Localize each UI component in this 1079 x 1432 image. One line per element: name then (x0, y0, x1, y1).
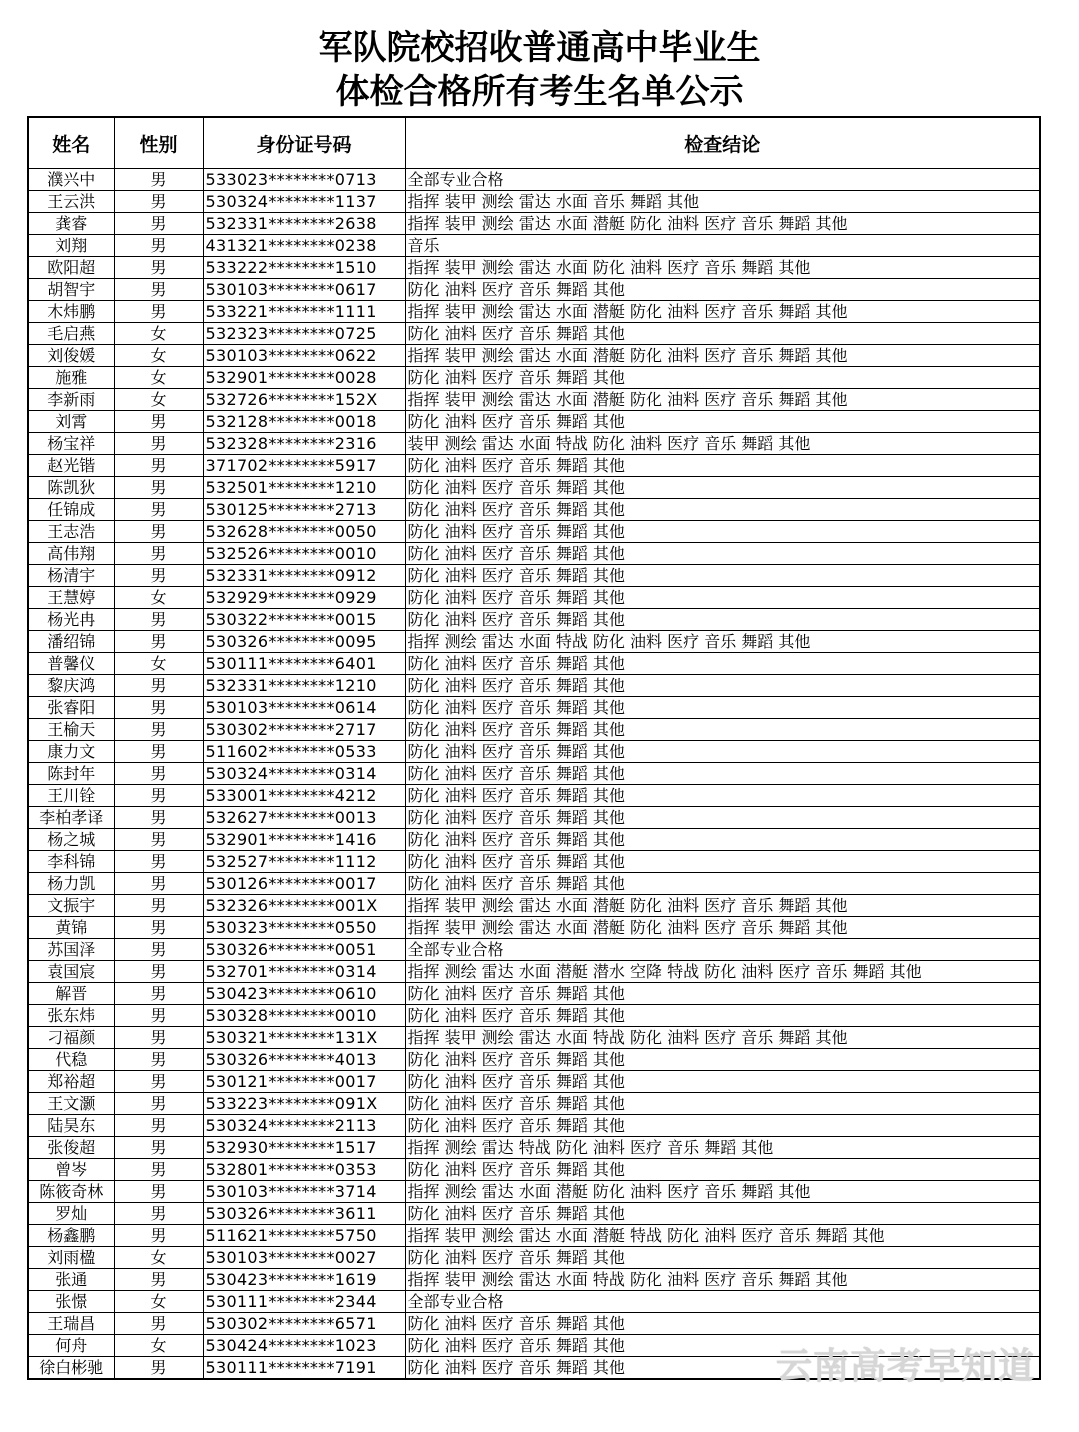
cell-name: 张憬 (28, 1291, 114, 1313)
cell-gender: 女 (114, 1291, 203, 1313)
cell-id: 533221********1111 (203, 301, 405, 323)
cell-id: 532628********0050 (203, 521, 405, 543)
cell-name: 胡智宇 (28, 279, 114, 301)
cell-id: 532331********1210 (203, 675, 405, 697)
cell-name: 张通 (28, 1269, 114, 1291)
table-row (28, 1203, 1040, 1225)
cell-id: 532501********1210 (203, 477, 405, 499)
cell-name: 文振宇 (28, 895, 114, 917)
table-row (28, 807, 1040, 829)
cell-result: 防化 油料 医疗 音乐 舞蹈 其他 (405, 697, 1040, 719)
cell-name: 张东炜 (28, 1005, 114, 1027)
cell-result: 防化 油料 医疗 音乐 舞蹈 其他 (405, 851, 1040, 873)
cell-name: 施雅 (28, 367, 114, 389)
cell-result: 指挥 装甲 测绘 雷达 水面 潜艇 防化 油料 医疗 音乐 舞蹈 其他 (405, 345, 1040, 367)
cell-id: 532526********0010 (203, 543, 405, 565)
cell-id: 530103********0027 (203, 1247, 405, 1269)
cell-name: 杨之城 (28, 829, 114, 851)
cell-gender: 男 (114, 1357, 203, 1380)
page-title-line-1: 军队院校招收普通高中毕业生 (318, 28, 761, 68)
cell-gender: 男 (114, 565, 203, 587)
cell-name: 刘俊媛 (28, 345, 114, 367)
cell-id: 532331********2638 (203, 213, 405, 235)
header-name: 姓名 (28, 117, 114, 169)
cell-gender: 男 (114, 1203, 203, 1225)
cell-id: 530322********0015 (203, 609, 405, 631)
cell-result: 全部专业合格 (405, 169, 1040, 191)
cell-name: 杨光冉 (28, 609, 114, 631)
cell-name: 欧阳超 (28, 257, 114, 279)
cell-result: 指挥 装甲 测绘 雷达 水面 潜艇 防化 油料 医疗 音乐 舞蹈 其他 (405, 895, 1040, 917)
cell-id: 530302********6571 (203, 1313, 405, 1335)
cell-name: 陈筱奇林 (28, 1181, 114, 1203)
cell-result: 音乐 (405, 235, 1040, 257)
cell-result: 防化 油料 医疗 音乐 舞蹈 其他 (405, 543, 1040, 565)
cell-gender: 男 (114, 1269, 203, 1291)
cell-result: 指挥 测绘 雷达 水面 潜艇 潜水 空降 特战 防化 油料 医疗 音乐 舞蹈 其他 (405, 961, 1040, 983)
cell-gender: 男 (114, 807, 203, 829)
cell-result: 指挥 装甲 测绘 雷达 水面 特战 防化 油料 医疗 音乐 舞蹈 其他 (405, 1269, 1040, 1291)
cell-id: 371702********5917 (203, 455, 405, 477)
cell-gender: 男 (114, 455, 203, 477)
cell-gender: 男 (114, 433, 203, 455)
cell-name: 王云洪 (28, 191, 114, 213)
table-row (28, 279, 1040, 301)
cell-id: 530326********0095 (203, 631, 405, 653)
cell-id: 530326********0051 (203, 939, 405, 961)
cell-gender: 男 (114, 1115, 203, 1137)
cell-name: 陆昊东 (28, 1115, 114, 1137)
cell-id: 530424********1023 (203, 1335, 405, 1357)
table-row (28, 345, 1040, 367)
cell-result: 防化 油料 医疗 音乐 舞蹈 其他 (405, 829, 1040, 851)
cell-id: 532128********0018 (203, 411, 405, 433)
cell-name: 王慧婷 (28, 587, 114, 609)
table-row (28, 1291, 1040, 1313)
cell-id: 511602********0533 (203, 741, 405, 763)
cell-gender: 男 (114, 851, 203, 873)
table-row (28, 367, 1040, 389)
cell-result: 防化 油料 医疗 音乐 舞蹈 其他 (405, 1049, 1040, 1071)
table-row (28, 961, 1040, 983)
table-row (28, 1005, 1040, 1027)
cell-result: 防化 油料 医疗 音乐 舞蹈 其他 (405, 499, 1040, 521)
cell-result: 防化 油料 医疗 音乐 舞蹈 其他 (405, 1335, 1040, 1357)
candidate-table (27, 116, 1041, 1380)
table-row (28, 675, 1040, 697)
cell-gender: 男 (114, 235, 203, 257)
cell-id: 530103********0622 (203, 345, 405, 367)
cell-id: 533001********4212 (203, 785, 405, 807)
cell-name: 代稳 (28, 1049, 114, 1071)
cell-id: 530103********0617 (203, 279, 405, 301)
cell-gender: 男 (114, 719, 203, 741)
cell-id: 431321********0238 (203, 235, 405, 257)
cell-name: 王榆天 (28, 719, 114, 741)
table-row (28, 983, 1040, 1005)
cell-result: 全部专业合格 (405, 939, 1040, 961)
cell-result: 防化 油料 医疗 音乐 舞蹈 其他 (405, 411, 1040, 433)
cell-id: 530324********0314 (203, 763, 405, 785)
cell-result: 全部专业合格 (405, 1291, 1040, 1313)
cell-id: 532929********0929 (203, 587, 405, 609)
table-row (28, 301, 1040, 323)
cell-id: 530323********0550 (203, 917, 405, 939)
cell-name: 王志浩 (28, 521, 114, 543)
cell-gender: 男 (114, 873, 203, 895)
cell-name: 王文灏 (28, 1093, 114, 1115)
cell-id: 530125********2713 (203, 499, 405, 521)
cell-result: 防化 油料 医疗 音乐 舞蹈 其他 (405, 1159, 1040, 1181)
cell-id: 532328********2316 (203, 433, 405, 455)
cell-result: 指挥 测绘 雷达 水面 潜艇 防化 油料 医疗 音乐 舞蹈 其他 (405, 1181, 1040, 1203)
cell-id: 532930********1517 (203, 1137, 405, 1159)
cell-id: 530111********2344 (203, 1291, 405, 1313)
table-row (28, 785, 1040, 807)
cell-result: 防化 油料 医疗 音乐 舞蹈 其他 (405, 983, 1040, 1005)
cell-id: 532901********0028 (203, 367, 405, 389)
cell-name: 刘翔 (28, 235, 114, 257)
cell-gender: 男 (114, 1093, 203, 1115)
cell-gender: 男 (114, 499, 203, 521)
cell-name: 黄锦 (28, 917, 114, 939)
cell-gender: 男 (114, 1071, 203, 1093)
cell-result: 装甲 测绘 雷达 水面 特战 防化 油料 医疗 音乐 舞蹈 其他 (405, 433, 1040, 455)
cell-name: 杨力凯 (28, 873, 114, 895)
cell-result: 防化 油料 医疗 音乐 舞蹈 其他 (405, 1115, 1040, 1137)
cell-result: 防化 油料 医疗 音乐 舞蹈 其他 (405, 279, 1040, 301)
cell-gender: 男 (114, 169, 203, 191)
cell-name: 郑裕超 (28, 1071, 114, 1093)
cell-id: 530126********0017 (203, 873, 405, 895)
table-row (28, 1137, 1040, 1159)
cell-id: 530111********7191 (203, 1357, 405, 1380)
cell-id: 532331********0912 (203, 565, 405, 587)
cell-result: 防化 油料 医疗 音乐 舞蹈 其他 (405, 763, 1040, 785)
cell-id: 530328********0010 (203, 1005, 405, 1027)
cell-name: 曾岑 (28, 1159, 114, 1181)
cell-gender: 男 (114, 1137, 203, 1159)
table-row (28, 433, 1040, 455)
cell-gender: 男 (114, 411, 203, 433)
cell-result: 防化 油料 医疗 音乐 舞蹈 其他 (405, 1203, 1040, 1225)
cell-name: 陈封年 (28, 763, 114, 785)
cell-id: 532726********152X (203, 389, 405, 411)
cell-id: 532323********0725 (203, 323, 405, 345)
cell-name: 王瑞昌 (28, 1313, 114, 1335)
table-row (28, 455, 1040, 477)
cell-id: 530111********6401 (203, 653, 405, 675)
cell-result: 防化 油料 医疗 音乐 舞蹈 其他 (405, 477, 1040, 499)
table-row (28, 1247, 1040, 1269)
cell-name: 赵光锴 (28, 455, 114, 477)
cell-gender: 男 (114, 213, 203, 235)
table-row (28, 169, 1040, 191)
cell-gender: 男 (114, 1225, 203, 1247)
cell-result: 防化 油料 医疗 音乐 舞蹈 其他 (405, 873, 1040, 895)
table-row (28, 389, 1040, 411)
cell-id: 530121********0017 (203, 1071, 405, 1093)
table-row (28, 1115, 1040, 1137)
cell-gender: 男 (114, 763, 203, 785)
cell-result: 指挥 装甲 测绘 雷达 水面 防化 油料 医疗 音乐 舞蹈 其他 (405, 257, 1040, 279)
table-row (28, 587, 1040, 609)
cell-id: 533222********1510 (203, 257, 405, 279)
cell-id: 532627********0013 (203, 807, 405, 829)
cell-gender: 男 (114, 939, 203, 961)
cell-name: 刘霄 (28, 411, 114, 433)
table-row (28, 543, 1040, 565)
cell-gender: 男 (114, 961, 203, 983)
cell-name: 李柏孝译 (28, 807, 114, 829)
cell-gender: 男 (114, 1005, 203, 1027)
header-id: 身份证号码 (203, 117, 405, 169)
cell-id: 533223********091X (203, 1093, 405, 1115)
cell-id: 530423********1619 (203, 1269, 405, 1291)
cell-name: 杨清宇 (28, 565, 114, 587)
cell-name: 刘雨楹 (28, 1247, 114, 1269)
table-row (28, 1225, 1040, 1247)
cell-name: 李新雨 (28, 389, 114, 411)
cell-name: 袁国宸 (28, 961, 114, 983)
table-row (28, 763, 1040, 785)
cell-result: 防化 油料 医疗 音乐 舞蹈 其他 (405, 807, 1040, 829)
cell-result: 防化 油料 医疗 音乐 舞蹈 其他 (405, 1093, 1040, 1115)
cell-id: 532801********0353 (203, 1159, 405, 1181)
cell-gender: 男 (114, 785, 203, 807)
cell-result: 指挥 装甲 测绘 雷达 水面 特战 防化 油料 医疗 音乐 舞蹈 其他 (405, 1027, 1040, 1049)
cell-result: 防化 油料 医疗 音乐 舞蹈 其他 (405, 1005, 1040, 1027)
cell-id: 530423********0610 (203, 983, 405, 1005)
cell-gender: 女 (114, 389, 203, 411)
table-row (28, 895, 1040, 917)
cell-gender: 女 (114, 1335, 203, 1357)
table-row (28, 191, 1040, 213)
cell-result: 防化 油料 医疗 音乐 舞蹈 其他 (405, 719, 1040, 741)
table-row (28, 873, 1040, 895)
cell-gender: 男 (114, 609, 203, 631)
cell-name: 任锦成 (28, 499, 114, 521)
table-row (28, 235, 1040, 257)
cell-name: 何舟 (28, 1335, 114, 1357)
cell-gender: 男 (114, 697, 203, 719)
cell-result: 指挥 装甲 测绘 雷达 水面 音乐 舞蹈 其他 (405, 191, 1040, 213)
table-row (28, 1049, 1040, 1071)
cell-gender: 女 (114, 653, 203, 675)
cell-gender: 男 (114, 675, 203, 697)
cell-name: 苏国泽 (28, 939, 114, 961)
cell-name: 潘绍锦 (28, 631, 114, 653)
cell-result: 防化 油料 医疗 音乐 舞蹈 其他 (405, 367, 1040, 389)
cell-name: 龚睿 (28, 213, 114, 235)
cell-result: 防化 油料 医疗 音乐 舞蹈 其他 (405, 1247, 1040, 1269)
table-row (28, 1159, 1040, 1181)
cell-id: 532326********001X (203, 895, 405, 917)
cell-name: 高伟翔 (28, 543, 114, 565)
cell-gender: 女 (114, 367, 203, 389)
cell-result: 防化 油料 医疗 音乐 舞蹈 其他 (405, 785, 1040, 807)
table-row (28, 917, 1040, 939)
table-row (28, 565, 1040, 587)
cell-result: 防化 油料 医疗 音乐 舞蹈 其他 (405, 609, 1040, 631)
table-row (28, 631, 1040, 653)
cell-gender: 男 (114, 301, 203, 323)
cell-gender: 男 (114, 1159, 203, 1181)
cell-result: 防化 油料 医疗 音乐 舞蹈 其他 (405, 587, 1040, 609)
cell-name: 王川铨 (28, 785, 114, 807)
cell-result: 防化 油料 医疗 音乐 舞蹈 其他 (405, 1357, 1040, 1380)
cell-id: 532527********1112 (203, 851, 405, 873)
table-row (28, 257, 1040, 279)
cell-result: 指挥 装甲 测绘 雷达 水面 潜艇 防化 油料 医疗 音乐 舞蹈 其他 (405, 301, 1040, 323)
table-row (28, 851, 1040, 873)
cell-gender: 男 (114, 257, 203, 279)
table-row (28, 697, 1040, 719)
table-row (28, 477, 1040, 499)
cell-name: 杨鑫鹏 (28, 1225, 114, 1247)
cell-name: 解晋 (28, 983, 114, 1005)
cell-result: 防化 油料 医疗 音乐 舞蹈 其他 (405, 323, 1040, 345)
table-row (28, 411, 1040, 433)
cell-name: 普馨仪 (28, 653, 114, 675)
cell-name: 陈凯狄 (28, 477, 114, 499)
cell-result: 指挥 装甲 测绘 雷达 水面 潜艇 防化 油料 医疗 音乐 舞蹈 其他 (405, 917, 1040, 939)
cell-id: 530326********4013 (203, 1049, 405, 1071)
cell-id: 530324********2113 (203, 1115, 405, 1137)
cell-name: 徐白彬驰 (28, 1357, 114, 1380)
cell-name: 康力文 (28, 741, 114, 763)
cell-id: 530324********1137 (203, 191, 405, 213)
header-gender: 性别 (114, 117, 203, 169)
cell-gender: 男 (114, 829, 203, 851)
cell-id: 530302********2717 (203, 719, 405, 741)
cell-id: 530103********0614 (203, 697, 405, 719)
watermark: 云南高考早知道 (775, 1346, 1035, 1387)
cell-gender: 女 (114, 345, 203, 367)
cell-name: 张俊超 (28, 1137, 114, 1159)
table-row (28, 741, 1040, 763)
table-row (28, 1181, 1040, 1203)
page-title-line-2: 体检合格所有考生名单公示 (335, 72, 744, 112)
cell-name: 木炜鹏 (28, 301, 114, 323)
cell-gender: 女 (114, 587, 203, 609)
header-result: 检查结论 (405, 117, 1040, 169)
cell-gender: 男 (114, 1049, 203, 1071)
cell-result: 防化 油料 医疗 音乐 舞蹈 其他 (405, 565, 1040, 587)
table-row (28, 213, 1040, 235)
cell-gender: 男 (114, 917, 203, 939)
cell-id: 530326********3611 (203, 1203, 405, 1225)
cell-gender: 男 (114, 741, 203, 763)
cell-id: 532701********0314 (203, 961, 405, 983)
cell-gender: 男 (114, 631, 203, 653)
table-row (28, 1071, 1040, 1093)
cell-gender: 男 (114, 1027, 203, 1049)
cell-id: 533023********0713 (203, 169, 405, 191)
cell-result: 防化 油料 医疗 音乐 舞蹈 其他 (405, 521, 1040, 543)
cell-gender: 男 (114, 191, 203, 213)
table-row (28, 1093, 1040, 1115)
cell-gender: 男 (114, 521, 203, 543)
cell-id: 532901********1416 (203, 829, 405, 851)
cell-result: 指挥 测绘 雷达 水面 特战 防化 油料 医疗 音乐 舞蹈 其他 (405, 631, 1040, 653)
cell-name: 毛启燕 (28, 323, 114, 345)
cell-id: 530321********131X (203, 1027, 405, 1049)
cell-result: 防化 油料 医疗 音乐 舞蹈 其他 (405, 653, 1040, 675)
table-row (28, 499, 1040, 521)
table-row (28, 719, 1040, 741)
cell-gender: 男 (114, 895, 203, 917)
cell-gender: 男 (114, 543, 203, 565)
cell-result: 防化 油料 医疗 音乐 舞蹈 其他 (405, 1071, 1040, 1093)
cell-gender: 女 (114, 323, 203, 345)
cell-gender: 男 (114, 477, 203, 499)
cell-result: 指挥 装甲 测绘 雷达 水面 潜艇 特战 防化 油料 医疗 音乐 舞蹈 其他 (405, 1225, 1040, 1247)
cell-name: 李科锦 (28, 851, 114, 873)
cell-name: 黎庆鸿 (28, 675, 114, 697)
table-row (28, 653, 1040, 675)
cell-name: 刁福颜 (28, 1027, 114, 1049)
cell-name: 张睿阳 (28, 697, 114, 719)
cell-gender: 男 (114, 1181, 203, 1203)
cell-result: 指挥 装甲 测绘 雷达 水面 潜艇 防化 油料 医疗 音乐 舞蹈 其他 (405, 389, 1040, 411)
cell-id: 530103********3714 (203, 1181, 405, 1203)
table-row (28, 829, 1040, 851)
table-row (28, 323, 1040, 345)
table-row (28, 1269, 1040, 1291)
cell-gender: 男 (114, 279, 203, 301)
table-row (28, 1313, 1040, 1335)
cell-result: 防化 油料 医疗 音乐 舞蹈 其他 (405, 741, 1040, 763)
table-row (28, 1027, 1040, 1049)
cell-id: 511621********5750 (203, 1225, 405, 1247)
table-row (28, 609, 1040, 631)
cell-gender: 男 (114, 983, 203, 1005)
cell-gender: 女 (114, 1247, 203, 1269)
cell-result: 指挥 装甲 测绘 雷达 水面 潜艇 防化 油料 医疗 音乐 舞蹈 其他 (405, 213, 1040, 235)
cell-gender: 男 (114, 1313, 203, 1335)
cell-name: 杨宝祥 (28, 433, 114, 455)
cell-result: 防化 油料 医疗 音乐 舞蹈 其他 (405, 1313, 1040, 1335)
cell-result: 防化 油料 医疗 音乐 舞蹈 其他 (405, 675, 1040, 697)
cell-name: 罗灿 (28, 1203, 114, 1225)
table-row (28, 521, 1040, 543)
cell-result: 防化 油料 医疗 音乐 舞蹈 其他 (405, 455, 1040, 477)
cell-result: 指挥 测绘 雷达 特战 防化 油料 医疗 音乐 舞蹈 其他 (405, 1137, 1040, 1159)
table-row (28, 939, 1040, 961)
table-header-row (28, 117, 1040, 169)
cell-name: 濮兴中 (28, 169, 114, 191)
